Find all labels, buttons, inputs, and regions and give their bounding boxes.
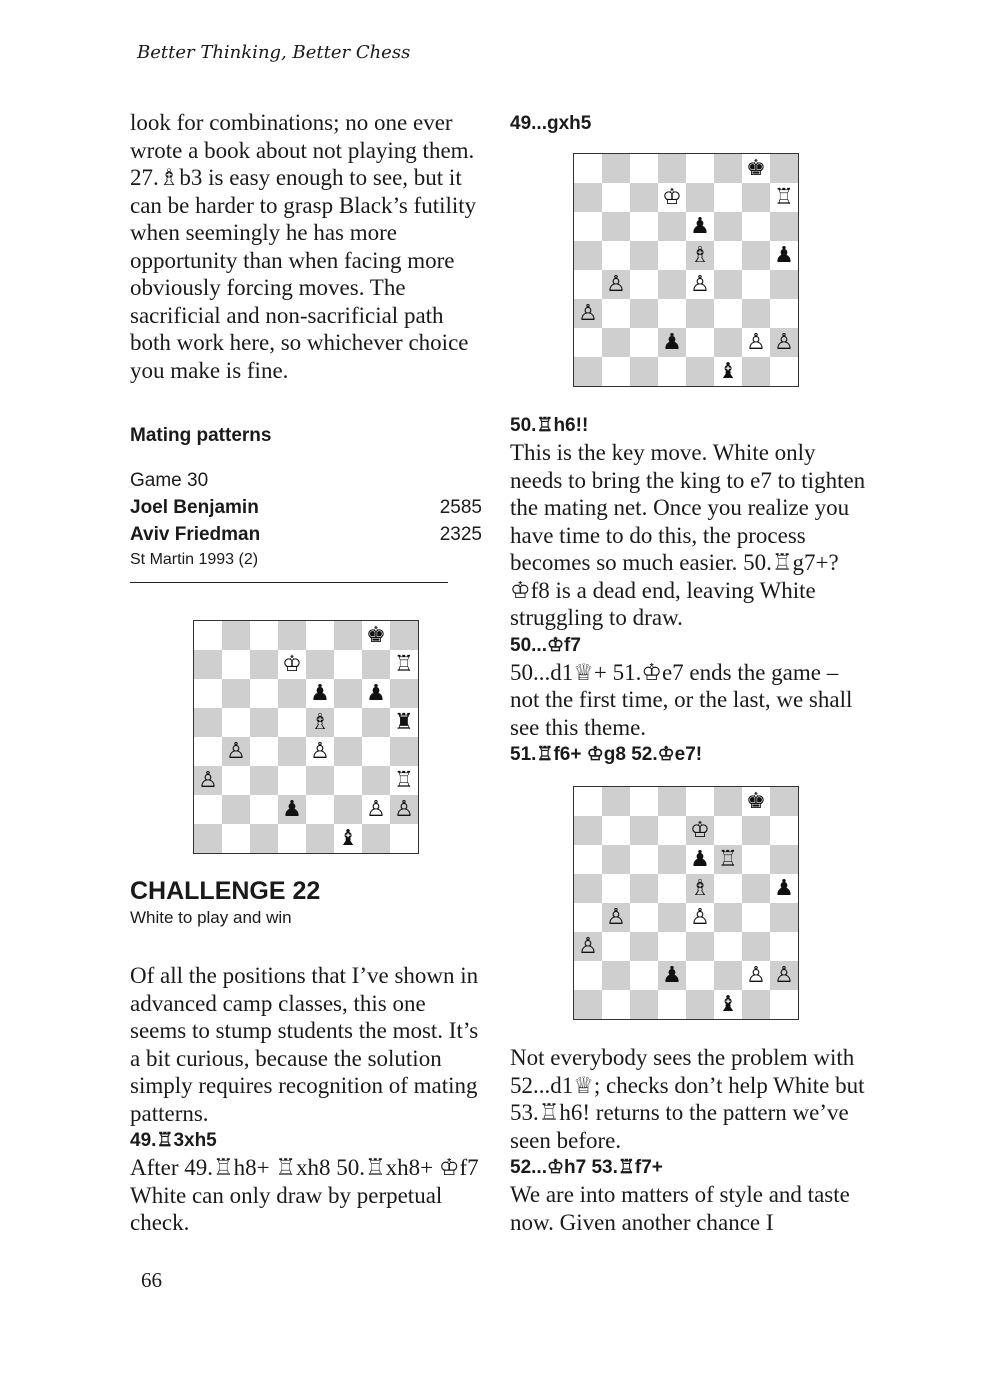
square-f6 bbox=[714, 845, 742, 874]
white-player: Joel Benjamin bbox=[130, 497, 259, 518]
white-pawn-icon: ♙ bbox=[606, 904, 626, 930]
square-e1 bbox=[306, 824, 334, 853]
move-50-kf7: 50...♔f7 bbox=[510, 634, 581, 656]
square-e7 bbox=[686, 183, 714, 212]
square-e7 bbox=[306, 650, 334, 679]
square-a7 bbox=[574, 183, 602, 212]
square-e5 bbox=[686, 874, 714, 903]
square-f3 bbox=[334, 766, 362, 795]
square-f1 bbox=[334, 824, 362, 853]
black-pawn-icon: ♟ bbox=[690, 213, 710, 239]
square-a2 bbox=[574, 328, 602, 357]
square-c7 bbox=[630, 816, 658, 845]
white-pawn-icon: ♙ bbox=[690, 271, 710, 297]
square-c5 bbox=[630, 241, 658, 270]
divider-rule bbox=[130, 582, 448, 583]
game-header bbox=[130, 422, 482, 583]
square-h5 bbox=[390, 708, 418, 737]
black-pawn-icon: ♟ bbox=[366, 680, 386, 706]
square-e4 bbox=[306, 737, 334, 766]
square-f4 bbox=[714, 903, 742, 932]
square-b1 bbox=[222, 824, 250, 853]
square-e5 bbox=[306, 708, 334, 737]
white-pawn-icon: ♙ bbox=[366, 796, 386, 822]
square-f2 bbox=[714, 328, 742, 357]
square-d3 bbox=[658, 932, 686, 961]
square-b7 bbox=[602, 816, 630, 845]
square-d1 bbox=[278, 824, 306, 853]
white-rook-icon: ♖ bbox=[774, 184, 794, 210]
square-d7 bbox=[658, 816, 686, 845]
square-a5 bbox=[574, 241, 602, 270]
square-b7 bbox=[222, 650, 250, 679]
chess-diagram-after-52 bbox=[573, 786, 799, 1020]
square-c1 bbox=[630, 357, 658, 386]
white-pawn-icon: ♙ bbox=[578, 300, 598, 326]
black-pawn-icon: ♟ bbox=[662, 329, 682, 355]
square-e8 bbox=[306, 621, 334, 650]
square-c7 bbox=[630, 183, 658, 212]
black-pawn-icon: ♟ bbox=[282, 796, 302, 822]
square-g7 bbox=[742, 183, 770, 212]
square-e3 bbox=[686, 299, 714, 328]
square-c2 bbox=[630, 328, 658, 357]
white-pawn-icon: ♙ bbox=[310, 738, 330, 764]
square-b3 bbox=[602, 299, 630, 328]
right-commentary-1 bbox=[510, 412, 870, 768]
section-heading: Mating patterns bbox=[130, 425, 272, 446]
square-c6 bbox=[630, 212, 658, 241]
white-pawn-icon: ♙ bbox=[198, 767, 218, 793]
square-c3 bbox=[250, 766, 278, 795]
white-rook-icon: ♖ bbox=[394, 651, 414, 677]
square-c2 bbox=[630, 961, 658, 990]
square-b3 bbox=[602, 932, 630, 961]
event-info: St Martin 1993 (2) bbox=[130, 551, 259, 568]
black-bishop-icon: ♝ bbox=[718, 991, 738, 1017]
black-bishop-icon: ♝ bbox=[338, 825, 358, 851]
square-g4 bbox=[362, 737, 390, 766]
square-c2 bbox=[250, 795, 278, 824]
square-c6 bbox=[630, 845, 658, 874]
square-e8 bbox=[686, 154, 714, 183]
square-b8 bbox=[602, 787, 630, 816]
square-f8 bbox=[714, 787, 742, 816]
square-a1 bbox=[574, 990, 602, 1019]
square-f3 bbox=[714, 932, 742, 961]
square-g4 bbox=[742, 903, 770, 932]
square-c5 bbox=[250, 708, 278, 737]
black-bishop-icon: ♝ bbox=[718, 358, 738, 384]
challenge-block bbox=[130, 876, 490, 930]
square-d5 bbox=[658, 874, 686, 903]
square-h6 bbox=[770, 845, 798, 874]
commentary-style: We are into matters of style and taste now. Given another chance I bbox=[510, 1182, 850, 1235]
square-f4 bbox=[714, 270, 742, 299]
black-rating: 2325 bbox=[439, 524, 482, 545]
square-c3 bbox=[630, 932, 658, 961]
white-pawn-icon: ♙ bbox=[226, 738, 246, 764]
square-a3 bbox=[574, 932, 602, 961]
square-a5 bbox=[574, 874, 602, 903]
commentary-para-1: Of all the positions that I’ve shown in advanced camp classes, this one seems to stump students the most. It’s a bit curious, because the solution simply requires recognition of mating patterns. bbox=[130, 963, 479, 1126]
square-e2 bbox=[686, 328, 714, 357]
square-f5 bbox=[334, 708, 362, 737]
square-h6 bbox=[390, 679, 418, 708]
black-king-icon: ♚ bbox=[746, 788, 766, 814]
game-label: Game 30 bbox=[130, 470, 209, 491]
square-h4 bbox=[770, 270, 798, 299]
square-d7 bbox=[658, 183, 686, 212]
square-a3 bbox=[574, 299, 602, 328]
page-number: 66 bbox=[141, 1268, 162, 1292]
square-d3 bbox=[278, 766, 306, 795]
square-g1 bbox=[742, 990, 770, 1019]
move-52-53: 52...♔h7 53.♖f7+ bbox=[510, 1157, 663, 1178]
square-g5 bbox=[742, 874, 770, 903]
square-f6 bbox=[334, 679, 362, 708]
square-g4 bbox=[742, 270, 770, 299]
square-e4 bbox=[686, 903, 714, 932]
square-b1 bbox=[602, 357, 630, 386]
square-a1 bbox=[574, 357, 602, 386]
white-pawn-icon: ♙ bbox=[746, 329, 766, 355]
square-c8 bbox=[630, 154, 658, 183]
black-pawn-icon: ♟ bbox=[310, 680, 330, 706]
square-f5 bbox=[714, 241, 742, 270]
square-f8 bbox=[714, 154, 742, 183]
square-b6 bbox=[602, 212, 630, 241]
square-d5 bbox=[278, 708, 306, 737]
square-h1 bbox=[770, 990, 798, 1019]
black-king-icon: ♚ bbox=[746, 155, 766, 181]
square-b5 bbox=[602, 874, 630, 903]
square-d1 bbox=[658, 990, 686, 1019]
square-b6 bbox=[602, 845, 630, 874]
square-a5 bbox=[194, 708, 222, 737]
square-e1 bbox=[686, 357, 714, 386]
square-a3 bbox=[194, 766, 222, 795]
square-h2 bbox=[770, 961, 798, 990]
square-h7 bbox=[390, 650, 418, 679]
square-d1 bbox=[658, 357, 686, 386]
square-a4 bbox=[194, 737, 222, 766]
square-a8 bbox=[574, 787, 602, 816]
square-b4 bbox=[602, 270, 630, 299]
square-c7 bbox=[250, 650, 278, 679]
square-d3 bbox=[658, 299, 686, 328]
move-49-gxh5: 49...gxh5 bbox=[510, 113, 592, 134]
square-g3 bbox=[742, 299, 770, 328]
square-h1 bbox=[770, 357, 798, 386]
square-c3 bbox=[630, 299, 658, 328]
square-b2 bbox=[602, 328, 630, 357]
black-pawn-icon: ♟ bbox=[690, 846, 710, 872]
square-d2 bbox=[658, 328, 686, 357]
square-h2 bbox=[390, 795, 418, 824]
chess-diagram-challenge bbox=[193, 620, 419, 854]
move-51-52: 51.♖f6+ ♔g8 52.♔e7! bbox=[510, 744, 703, 765]
square-h5 bbox=[770, 874, 798, 903]
white-pawn-icon: ♙ bbox=[746, 962, 766, 988]
square-h7 bbox=[770, 183, 798, 212]
white-rook-icon: ♖ bbox=[394, 767, 414, 793]
square-h8 bbox=[770, 154, 798, 183]
square-h8 bbox=[390, 621, 418, 650]
challenge-commentary bbox=[130, 962, 485, 1237]
square-h5 bbox=[770, 241, 798, 270]
square-a4 bbox=[574, 270, 602, 299]
square-d4 bbox=[278, 737, 306, 766]
square-e3 bbox=[306, 766, 334, 795]
square-h4 bbox=[390, 737, 418, 766]
square-g3 bbox=[362, 766, 390, 795]
white-rook-icon: ♖ bbox=[718, 846, 738, 872]
square-c4 bbox=[630, 270, 658, 299]
square-e6 bbox=[686, 845, 714, 874]
square-g8 bbox=[362, 621, 390, 650]
square-c8 bbox=[630, 787, 658, 816]
square-h4 bbox=[770, 903, 798, 932]
square-f4 bbox=[334, 737, 362, 766]
square-d8 bbox=[278, 621, 306, 650]
square-c6 bbox=[250, 679, 278, 708]
square-g2 bbox=[742, 961, 770, 990]
white-pawn-icon: ♙ bbox=[774, 329, 794, 355]
square-c8 bbox=[250, 621, 278, 650]
right-commentary-2 bbox=[510, 1044, 870, 1236]
square-a1 bbox=[194, 824, 222, 853]
square-h3 bbox=[390, 766, 418, 795]
square-a6 bbox=[194, 679, 222, 708]
square-c1 bbox=[630, 990, 658, 1019]
running-header: Better Thinking, Better Chess bbox=[137, 42, 411, 63]
square-g2 bbox=[742, 328, 770, 357]
square-d4 bbox=[658, 903, 686, 932]
square-a8 bbox=[574, 154, 602, 183]
white-bishop-icon: ♗ bbox=[690, 242, 710, 268]
square-h8 bbox=[770, 787, 798, 816]
square-a8 bbox=[194, 621, 222, 650]
challenge-subtitle: White to play and win bbox=[130, 908, 292, 927]
square-e4 bbox=[686, 270, 714, 299]
square-a6 bbox=[574, 845, 602, 874]
square-g8 bbox=[742, 154, 770, 183]
white-king-icon: ♔ bbox=[690, 817, 710, 843]
square-c4 bbox=[250, 737, 278, 766]
square-g7 bbox=[362, 650, 390, 679]
square-h6 bbox=[770, 212, 798, 241]
intro-paragraph bbox=[130, 109, 490, 384]
white-pawn-icon: ♙ bbox=[394, 796, 414, 822]
commentary-theme: 50...d1♕+ 51.♔e7 ends the game – not the first time, or the last, we shall see this theme. bbox=[510, 659, 853, 740]
square-b2 bbox=[222, 795, 250, 824]
square-d2 bbox=[658, 961, 686, 990]
black-rook-icon: ♜ bbox=[394, 709, 414, 735]
square-b4 bbox=[602, 903, 630, 932]
square-b8 bbox=[602, 154, 630, 183]
square-d7 bbox=[278, 650, 306, 679]
square-d6 bbox=[658, 212, 686, 241]
square-e3 bbox=[686, 932, 714, 961]
move-50-rh6: 50.♖h6!! bbox=[510, 415, 589, 436]
white-bishop-icon: ♗ bbox=[690, 875, 710, 901]
square-g5 bbox=[362, 708, 390, 737]
black-king-icon: ♚ bbox=[366, 622, 386, 648]
square-f7 bbox=[334, 650, 362, 679]
chess-diagram-after-49 bbox=[573, 153, 799, 387]
black-pawn-icon: ♟ bbox=[774, 242, 794, 268]
square-h7 bbox=[770, 816, 798, 845]
square-f3 bbox=[714, 299, 742, 328]
square-h3 bbox=[770, 299, 798, 328]
square-g1 bbox=[362, 824, 390, 853]
square-e2 bbox=[306, 795, 334, 824]
square-a4 bbox=[574, 903, 602, 932]
square-b8 bbox=[222, 621, 250, 650]
square-d2 bbox=[278, 795, 306, 824]
square-e5 bbox=[686, 241, 714, 270]
square-e8 bbox=[686, 787, 714, 816]
square-b4 bbox=[222, 737, 250, 766]
square-b3 bbox=[222, 766, 250, 795]
square-b7 bbox=[602, 183, 630, 212]
square-g2 bbox=[362, 795, 390, 824]
white-king-icon: ♔ bbox=[662, 184, 682, 210]
square-h1 bbox=[390, 824, 418, 853]
square-d8 bbox=[658, 154, 686, 183]
square-g7 bbox=[742, 816, 770, 845]
intro-text: look for combinations; no one ever wrote a book about not playing them. 27.♗b3 is easy enough to see, but it can be harder to grasp Black’s futility when seemingly he has more opportunity than when facing more obviously forcing moves. The sacrificial and non-sacrificial path both work here, so whichever choice you make is fine. bbox=[130, 110, 477, 383]
square-e2 bbox=[686, 961, 714, 990]
square-h2 bbox=[770, 328, 798, 357]
square-a6 bbox=[574, 212, 602, 241]
square-g6 bbox=[362, 679, 390, 708]
square-f1 bbox=[714, 357, 742, 386]
square-f6 bbox=[714, 212, 742, 241]
square-e6 bbox=[686, 212, 714, 241]
square-g1 bbox=[742, 357, 770, 386]
white-rating: 2585 bbox=[439, 497, 482, 518]
square-g6 bbox=[742, 845, 770, 874]
square-e1 bbox=[686, 990, 714, 1019]
black-pawn-icon: ♟ bbox=[662, 962, 682, 988]
square-e6 bbox=[306, 679, 334, 708]
square-c1 bbox=[250, 824, 278, 853]
challenge-title: CHALLENGE 22 bbox=[130, 877, 321, 905]
square-g6 bbox=[742, 212, 770, 241]
square-f1 bbox=[714, 990, 742, 1019]
square-d5 bbox=[658, 241, 686, 270]
square-f2 bbox=[714, 961, 742, 990]
commentary-problem: Not everybody sees the problem with 52...d1♕; checks don’t help White but 53.♖h6! returns to the pattern we’ve seen before. bbox=[510, 1045, 865, 1153]
square-f5 bbox=[714, 874, 742, 903]
move-49-rook-takes: 49.♖3xh5 bbox=[130, 1130, 217, 1151]
square-c5 bbox=[630, 874, 658, 903]
white-pawn-icon: ♙ bbox=[690, 904, 710, 930]
white-pawn-icon: ♙ bbox=[578, 933, 598, 959]
square-f2 bbox=[334, 795, 362, 824]
square-a2 bbox=[574, 961, 602, 990]
square-b5 bbox=[222, 708, 250, 737]
square-g3 bbox=[742, 932, 770, 961]
commentary-para-2: After 49.♖h8+ ♖xh8 50.♖xh8+ ♔f7 White can only draw by perpetual check. bbox=[130, 1155, 479, 1235]
square-c4 bbox=[630, 903, 658, 932]
square-b1 bbox=[602, 990, 630, 1019]
square-b6 bbox=[222, 679, 250, 708]
white-king-icon: ♔ bbox=[282, 651, 302, 677]
square-e7 bbox=[686, 816, 714, 845]
square-a7 bbox=[574, 816, 602, 845]
square-h3 bbox=[770, 932, 798, 961]
white-pawn-icon: ♙ bbox=[774, 962, 794, 988]
square-d6 bbox=[658, 845, 686, 874]
square-a7 bbox=[194, 650, 222, 679]
commentary-key-move: This is the key move. White only needs to bring the king to e7 to tighten the mating net. Once you realize you have time to do this, the process becomes so much easier. 50.♖g7+? ♔f8 is a dead end, leaving White struggling to draw. bbox=[510, 440, 866, 630]
square-b5 bbox=[602, 241, 630, 270]
white-bishop-icon: ♗ bbox=[310, 709, 330, 735]
square-b2 bbox=[602, 961, 630, 990]
square-f7 bbox=[714, 816, 742, 845]
white-pawn-icon: ♙ bbox=[606, 271, 626, 297]
square-g8 bbox=[742, 787, 770, 816]
square-d8 bbox=[658, 787, 686, 816]
black-pawn-icon: ♟ bbox=[774, 875, 794, 901]
square-d6 bbox=[278, 679, 306, 708]
square-d4 bbox=[658, 270, 686, 299]
square-a2 bbox=[194, 795, 222, 824]
square-f7 bbox=[714, 183, 742, 212]
square-f8 bbox=[334, 621, 362, 650]
black-player: Aviv Friedman bbox=[130, 524, 261, 545]
square-g5 bbox=[742, 241, 770, 270]
